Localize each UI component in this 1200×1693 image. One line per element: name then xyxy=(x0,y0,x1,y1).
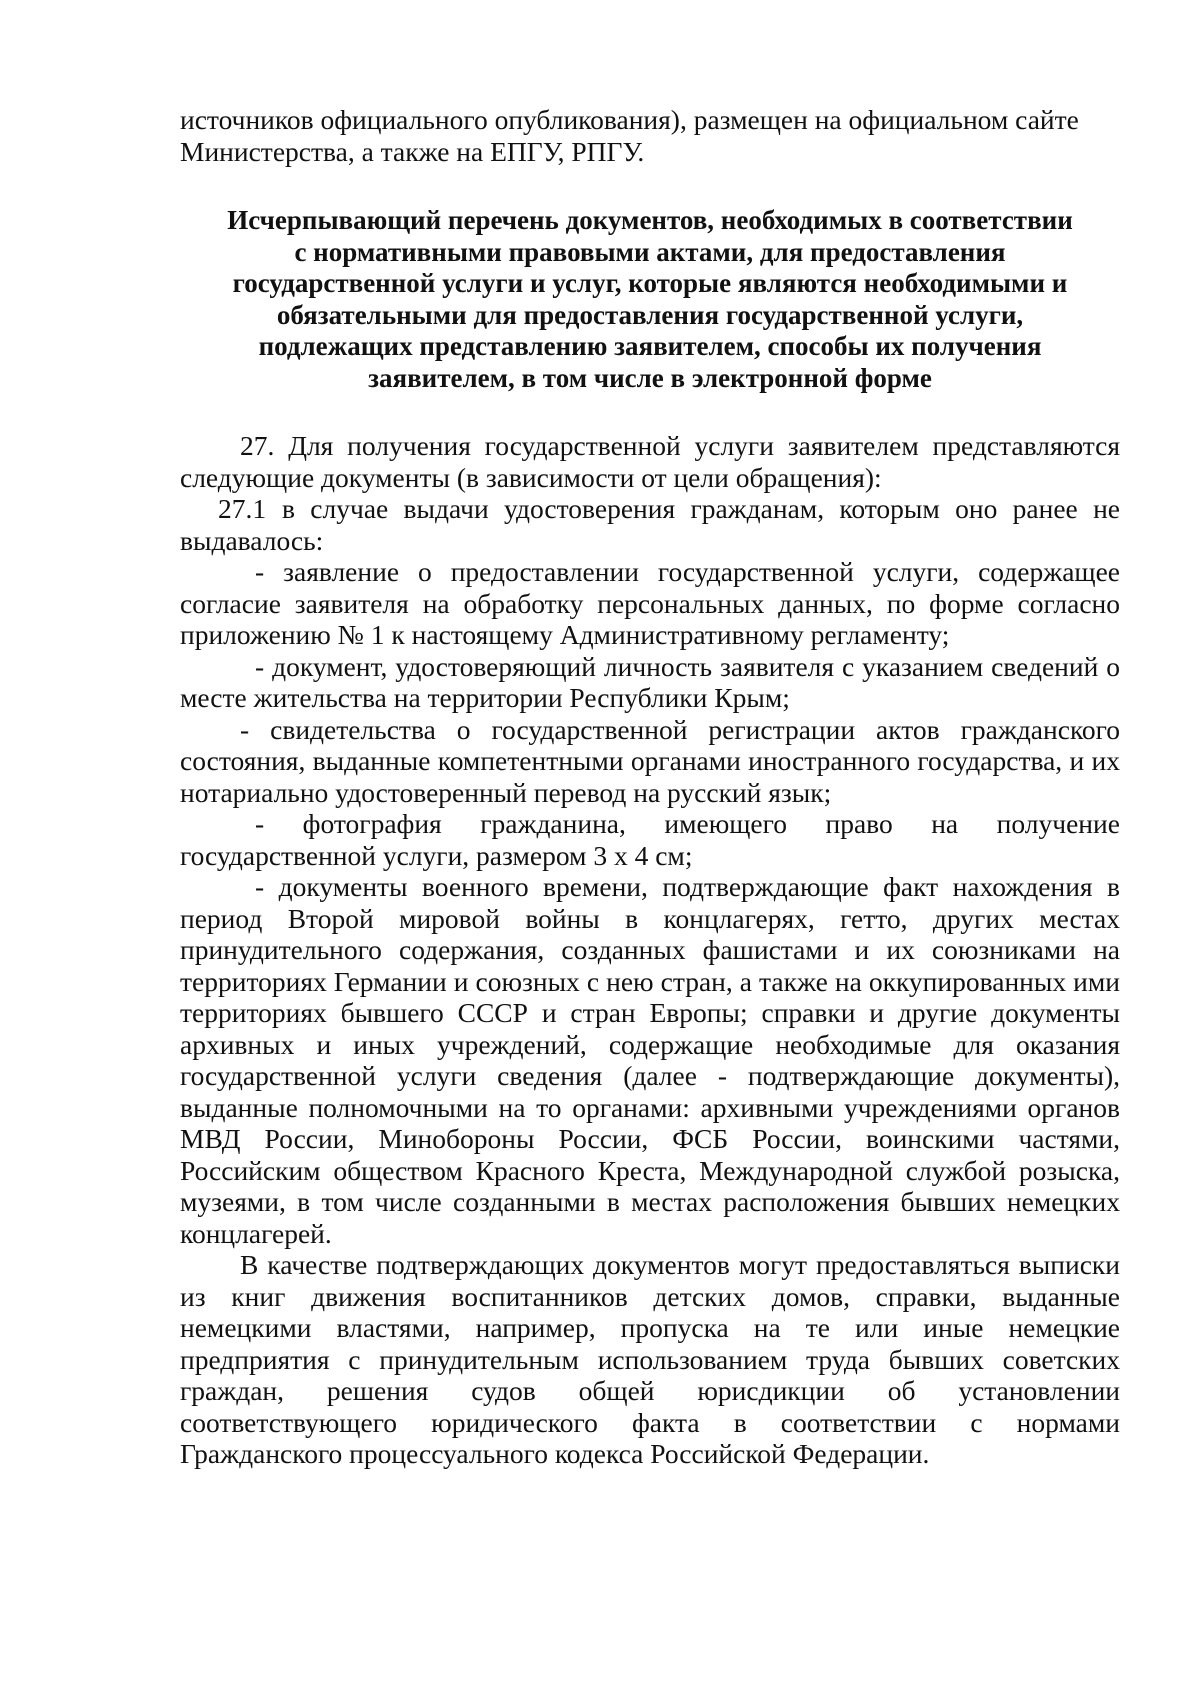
bullet-wartime: - документы военного времени, подтверждающие факт нахождения в период Второй мировой войны в концлагерях, гетто, других местах принудительного содержания, созданных фашистами и их союзниками на территориях Германии и союзных с нею стран, а также на оккупированных ими территориях бывшего СССР и стран Европы; справки и другие документы архивных и иных учреждений, содержащие необходимые для оказания государственной услуги сведения (далее - подтверждающие документы), выданные полномочными на то органами: архивными учреждениями органов МВД России, Минобороны России, ФСБ России, воинскими частями, Российским обществом Красного Креста, Международной службой розыска, музеями, в том числе созданными в местах расположения бывших немецких концлагерей. xyxy=(180,871,1120,1249)
confirming-docs-paragraph: В качестве подтверждающих документов могут предоставляться выписки из книг движения воспитанников детских домов, справки, выданные немецкими властями, например, пропуска на те или иные немецкие предприятия с принудительным использованием труда бывших советских граждан, решения судов общей юрисдикции об установлении соответствующего юридического факта в соответствии с нормами Гражданского процессуального кодекса Российской Федерации. xyxy=(180,1249,1120,1469)
section-heading xyxy=(180,205,1120,394)
photo-word: фотография xyxy=(302,808,442,839)
item-27-1-paragraph xyxy=(180,493,1120,556)
heading-line: подлежащих представлению заявителем, способы их получения xyxy=(258,331,1042,361)
bullet-identity: - документ, удостоверяющий личность заявителя с указанием сведений о месте жительства на территории Республики Крым; xyxy=(180,650,1120,713)
photo-word: на xyxy=(931,808,959,839)
heading-line: заявителем, в том числе в электронной форме xyxy=(368,362,932,393)
intro-paragraph xyxy=(180,104,1120,167)
heading-line: с нормативными правовыми актами, для предоставления xyxy=(294,236,1006,267)
heading-line: государственной услуги и услуг, которые являются необходимыми и xyxy=(232,268,1068,298)
photo-word: - xyxy=(255,808,265,839)
photo-word: имеющего xyxy=(664,808,787,839)
item-27-1-number: 27.1 xyxy=(218,493,267,524)
document-page xyxy=(180,104,1120,1470)
photo-word: получение xyxy=(996,808,1120,839)
bullet-photo-line1 xyxy=(180,808,1120,840)
item-27-paragraph: 27. Для получения государственной услуги заявителем представляются следующие документы (в зависимости от цели обращения): xyxy=(180,430,1120,493)
bullet-application: - заявление о предоставлении государственной услуги, содержащее согласие заявителя на обработку персональных данных, по форме согласно приложению № 1 к настоящему Административному регламенту; xyxy=(180,556,1120,650)
item-27-1-text: в случае выдачи удостоверения гражданам, которым оно ранее не выдавалось: xyxy=(180,493,1120,556)
photo-word: право xyxy=(825,808,893,839)
heading-line: Исчерпывающий перечень документов, необходимых в соответствии xyxy=(227,205,1073,235)
bullet-photo xyxy=(180,808,1120,871)
bullet-certificates: - свидетельства о государственной регистрации актов гражданского состояния, выданные компетентными органами иностранного государства, и их нотариально удостоверенный перевод на русский язык; xyxy=(180,713,1120,808)
photo-word: гражданина, xyxy=(480,808,626,839)
intro-line: источников официального опубликования), размещен на официальном сайте xyxy=(180,104,1079,135)
intro-line: Министерства, а также на ЕПГУ, РПГУ. xyxy=(180,135,645,167)
heading-line: обязательными для предоставления государственной услуги, xyxy=(276,299,1024,330)
bullet-photo-line2: государственной услуги, размером 3 х 4 см; xyxy=(180,839,693,871)
